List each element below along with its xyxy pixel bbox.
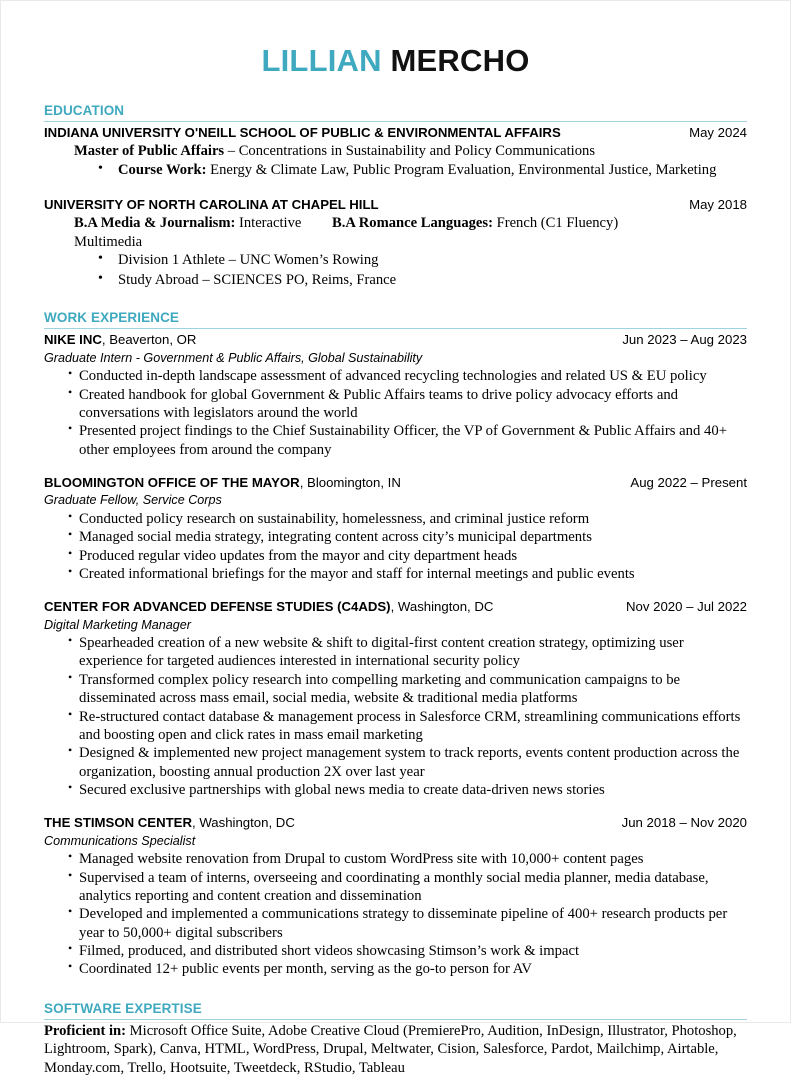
education-entry-header <box>44 124 747 141</box>
work-company-location: , Washington, DC <box>192 815 295 831</box>
software-label: Proficient in: <box>44 1022 127 1039</box>
education-degree-title-2: B.A Romance Languages: <box>332 215 493 232</box>
section-header-work-experience: WORK EXPERIENCE <box>44 310 747 329</box>
work-bullet: • Designed & implemented new project management system to track reports, events content production across the organization, boosting annual production 2X over last year <box>68 744 747 781</box>
education-institution: UNIVERSITY OF NORTH CAROLINA AT CHAPEL HILL <box>44 196 379 212</box>
work-bullet-list <box>44 510 747 584</box>
education-bullet-text: Division 1 Athlete – UNC Women’s Rowing <box>118 252 379 269</box>
work-company <box>44 331 196 348</box>
work-bullet: • Spearheaded creation of a new website & shift to digital-first content creation strategy, optimizing user experience for targeted audiences interested in international security policy <box>68 634 747 671</box>
education-bullet <box>98 271 747 291</box>
candidate-name <box>44 0 747 78</box>
work-bullet: • Managed social media strategy, integrating content across city’s municipal departments <box>68 528 747 546</box>
section-header-education: EDUCATION <box>44 103 747 122</box>
work-date-range: Aug 2022 – Present <box>630 475 747 490</box>
work-bullet: • Supervised a team of interns, overseeing and coordinating a monthly social media planner, media database, analytics reporting and content creation and dissemination <box>68 869 747 906</box>
work-entry <box>44 474 747 583</box>
work-entry <box>44 331 747 459</box>
education-institution: INDIANA UNIVERSITY O'NEILL SCHOOL OF PUBLIC & ENVIRONMENTAL AFFAIRS <box>44 124 561 140</box>
work-bullet: • Produced regular video updates from the mayor and city department heads <box>68 547 747 565</box>
work-bullet: • Presented project findings to the Chief Sustainability Officer, the VP of Government & Public Affairs and 40+ other employees from around the company <box>68 422 747 459</box>
first-name: LILLIAN <box>261 43 382 78</box>
work-date-range: Nov 2020 – Jul 2022 <box>626 599 747 615</box>
education-degree-primary <box>74 214 332 251</box>
education-degree-detail-2: French (C1 Fluency) <box>492 215 619 232</box>
work-job-title: Communications Specialist <box>44 833 196 848</box>
work-bullet: • Transformed complex policy research into compelling marketing and communication campaigns to be disseminated across mass email, social media, website & traditional media platforms <box>68 671 747 708</box>
work-job-title: Graduate Intern - Government & Public Affairs, Global Sustainability <box>44 350 423 365</box>
work-bullet: • Created handbook for global Government & Public Affairs teams to drive policy advocacy efforts and conversations with legislators around the world <box>68 386 747 423</box>
education-date: May 2024 <box>689 124 747 140</box>
work-entry-header <box>44 598 747 615</box>
work-bullet: • Created informational briefings for the mayor and staff for internal meetings and public events <box>68 565 747 583</box>
work-company-location: , Bloomington, IN <box>299 475 401 490</box>
work-date-range: Jun 2023 – Aug 2023 <box>622 332 747 348</box>
education-bullet-text: Study Abroad – SCIENCES PO, Reims, France <box>118 271 397 288</box>
education-degree-title: Master of Public Affairs <box>74 143 225 160</box>
section-header-software-expertise: SOFTWARE EXPERTISE <box>44 1001 747 1020</box>
education-entry-header <box>44 196 747 213</box>
education-degree-detail: – Concentrations in Sustainability and Policy Communications <box>224 143 596 160</box>
work-bullet: • Secured exclusive partnerships with global news media to create data-driven news stories <box>68 781 747 799</box>
work-company-name: BLOOMINGTON OFFICE OF THE MAYOR <box>44 475 300 490</box>
software-list: Microsoft Office Suite, Adobe Creative Cloud (PremierePro, Audition, InDesign, Illustrator, Photoshop, Lightroom, Spark), Canva, HTML, WordPress, Drupal, Meltwater, Cision, Salesforce, Pardot, Mailchimp, Airtable, Monday.com, Trello, Hootsuite, Tweetdeck, RStudio, Tableau <box>44 1022 737 1077</box>
education-degree-secondary <box>332 214 747 251</box>
work-company <box>44 814 295 831</box>
spacer <box>44 459 747 472</box>
education-bullet-label: Course Work: <box>118 162 207 179</box>
work-entry <box>44 814 747 978</box>
work-bullet: • Filmed, produced, and distributed short videos showcasing Stimson’s work & impact <box>68 942 747 960</box>
work-company <box>44 598 493 615</box>
education-degree <box>74 142 747 161</box>
work-company-location: , Washington, DC <box>390 599 494 615</box>
work-company-location: , Beaverton, OR <box>101 332 197 348</box>
spacer <box>44 181 747 194</box>
work-entry-header <box>44 474 747 491</box>
work-entry <box>44 598 747 799</box>
work-company-name: THE STIMSON CENTER <box>44 815 192 831</box>
last-name: MERCHO <box>390 43 530 78</box>
spacer <box>44 799 747 812</box>
software-expertise-body <box>44 1022 747 1078</box>
education-date: May 2018 <box>689 196 747 212</box>
work-bullet: • Managed website renovation from Drupal to custom WordPress site with 10,000+ content pages <box>68 850 747 868</box>
education-bullet <box>98 161 747 181</box>
work-bullet: • Developed and implemented a communications strategy to disseminate pipeline of 400+ research products per year to 50,000+ digital subscribers <box>68 905 747 942</box>
education-bullet-text: Energy & Climate Law, Public Program Evaluation, Environmental Justice, Marketing <box>206 162 717 179</box>
spacer <box>44 583 747 596</box>
work-date-range: Jun 2018 – Nov 2020 <box>621 815 747 831</box>
work-bullet-list <box>44 367 747 459</box>
work-company <box>44 474 401 491</box>
work-bullet: • Re-structured contact database & management process in Salesforce CRM, streamlining communications efforts and boosting open and click rates in mass email marketing <box>68 708 747 745</box>
education-bullet-list <box>44 251 747 290</box>
work-bullet-list <box>44 634 747 799</box>
work-bullet: • Coordinated 12+ public events per month, serving as the go-to person for AV <box>68 960 747 978</box>
education-bullet <box>98 251 747 271</box>
education-entry <box>44 196 747 291</box>
work-company-name: NIKE INC <box>44 332 102 348</box>
work-job-title: Graduate Fellow, Service Corps <box>44 493 222 508</box>
work-entry-header <box>44 331 747 348</box>
work-entry-header <box>44 814 747 831</box>
work-company-name: CENTER FOR ADVANCED DEFENSE STUDIES (C4ADS) <box>44 599 391 615</box>
education-bullet-list <box>44 161 747 181</box>
education-degree-row <box>74 214 747 251</box>
work-bullet: • Conducted policy research on sustainability, homelessness, and criminal justice reform <box>68 510 747 528</box>
education-degree-title: B.A Media & Journalism: <box>74 215 236 232</box>
work-bullet: • Conducted in-depth landscape assessment of advanced recycling technologies and related US & EU policy <box>68 367 747 385</box>
work-job-title: Digital Marketing Manager <box>44 617 191 632</box>
resume-content <box>44 0 747 1078</box>
education-degree-detail: Interactive Multimedia <box>74 215 302 250</box>
work-bullet-list <box>44 850 747 979</box>
education-entry <box>44 124 747 181</box>
